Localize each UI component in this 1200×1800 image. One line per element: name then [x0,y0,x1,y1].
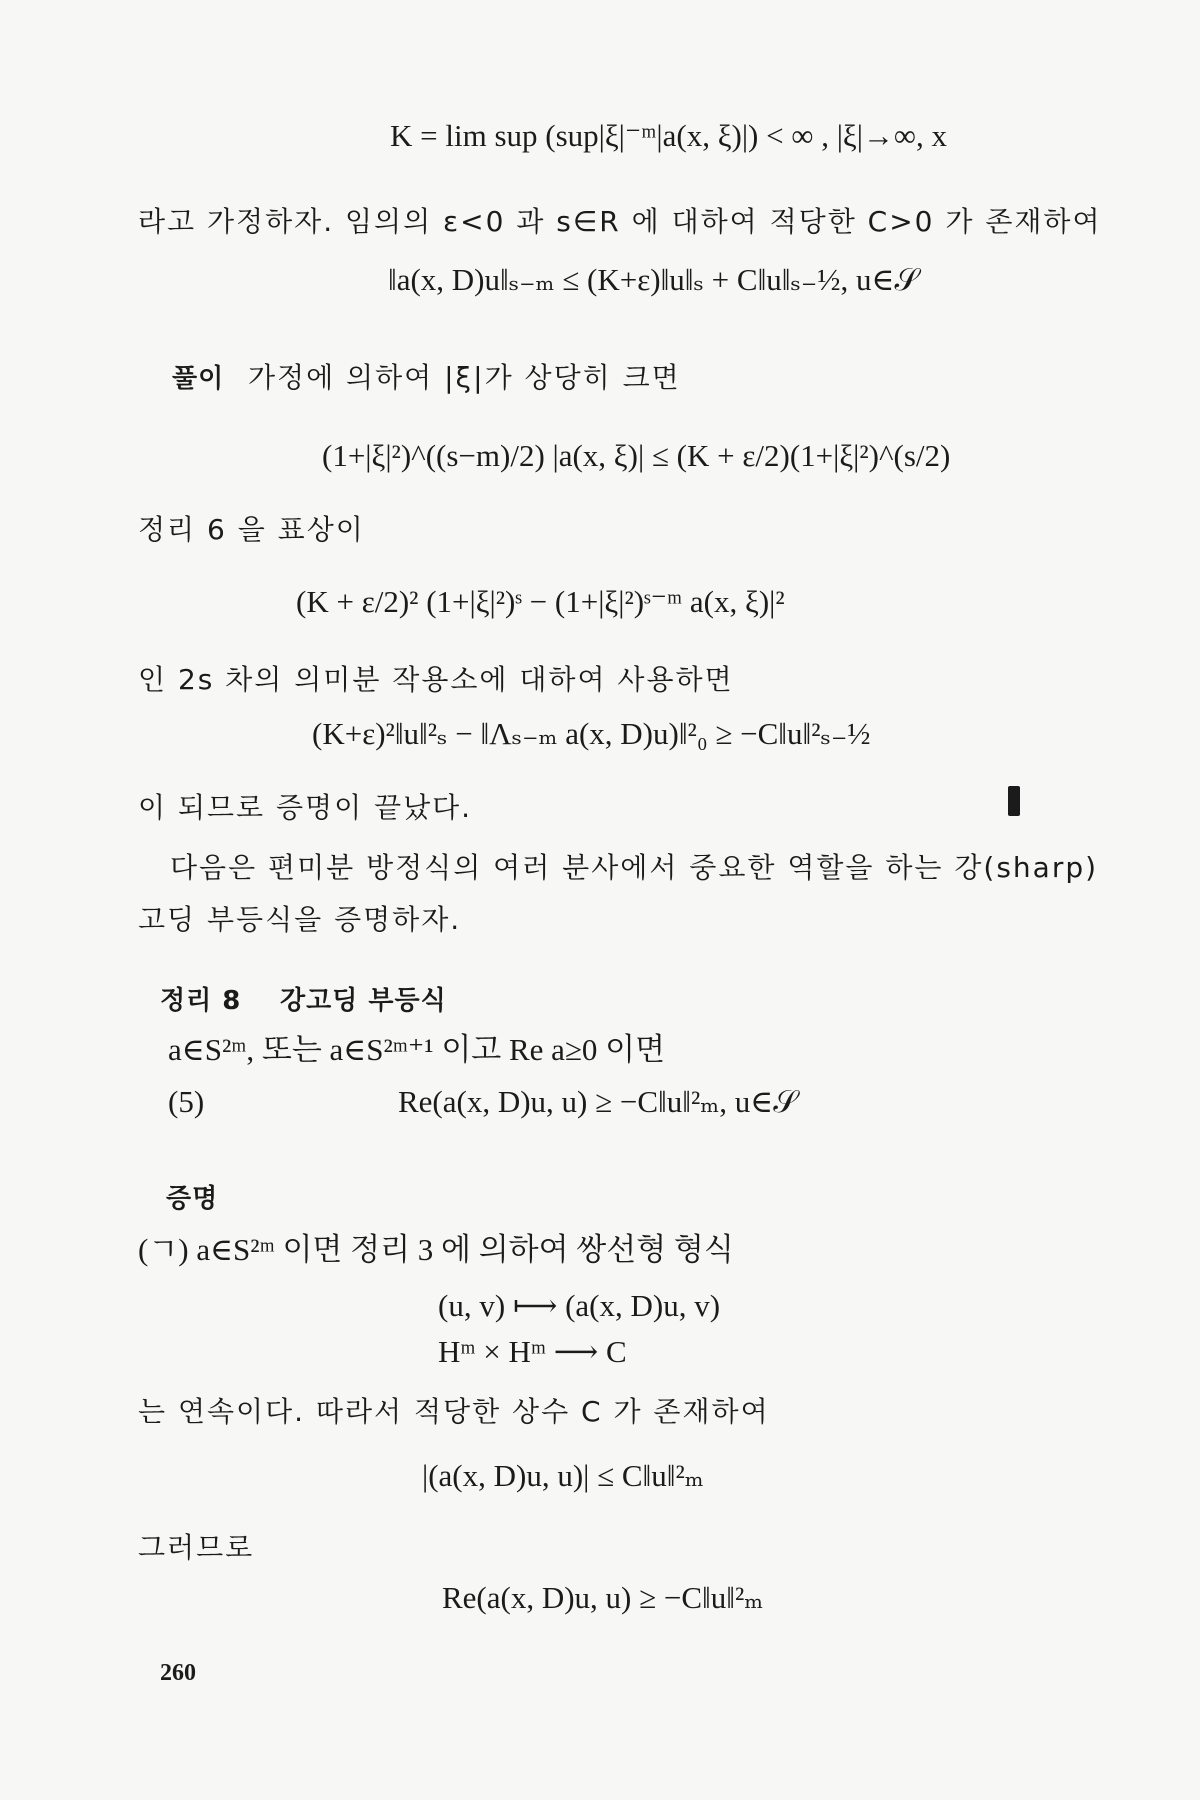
bilinear-map-line: (u, v) ⟼ (a(x, D)u, v) [438,1288,721,1323]
solution-label: 풀이 [172,364,225,394]
proof-label: 증명 [166,1184,219,1214]
solution-text: 가정에 의하여 |ξ|가 상당히 크면 [248,361,681,394]
intro-line-1: 다음은 편미분 방정식의 여러 분사에서 중요한 역할을 하는 강(sharp) [170,851,1099,884]
abs-bound-equation: |(a(x, D)u, u)| ≤ C‖u‖²ₘ [422,1458,704,1493]
equation-number-5: (5) [168,1084,205,1119]
theorem8-title: 강고딩 부등식 [280,986,447,1016]
theorem6-reference: 정리 6 을 표상이 [138,513,365,546]
therefore-line: 그러므로 [138,1531,255,1564]
case-1-line: (ㄱ) a∈S²ᵐ 이면 정리 3 에 의하여 쌍선형 형식 [138,1232,734,1267]
page-number: 260 [160,1660,196,1686]
garding-equation: (K+ε)²‖u‖²ₛ − ‖Λₛ₋ₘ a(x, D)u)‖²₀ ≥ −C‖u‖²ₛ₋½ [312,716,871,751]
theorem8-label: 정리 8 [160,986,242,1016]
limsup-equation: K = lim sup (sup|ξ|⁻ᵐ|a(x, ξ)|) < ∞ , |ξ|→∞, x [390,118,948,153]
continuity-line: 는 연속이다. 따라서 적당한 상수 C 가 존재하여 [138,1395,770,1428]
apply-line: 인 2s 차의 의미분 작용소에 대하여 사용하면 [138,663,734,696]
equation-5: Re(a(x, D)u, u) ≥ −C‖u‖²ₘ, u∈𝒮 [398,1084,798,1119]
theorem8-condition: a∈S²ᵐ, 또는 a∈S²ᵐ⁺¹ 이고 Re a≥0 이면 [168,1032,666,1067]
intro-line-2: 고딩 부등식을 증명하자. [138,903,462,936]
final-equation: Re(a(x, D)u, u) ≥ −C‖u‖²ₘ [442,1580,764,1615]
symbol-estimate-equation: (1+|ξ|²)^((s−m)/2) |a(x, ξ)| ≤ (K + ε/2)(1+|ξ|²)^(s/2) [322,438,951,473]
proof-end-line: 이 되므로 증명이 끝났다. [138,791,473,824]
bound-equation: ‖a(x, D)u‖ₛ₋ₘ ≤ (K+ε)‖u‖ₛ + C‖u‖ₛ₋½, u∈𝒮 [388,262,919,297]
assumption-line: 라고 가정하자. 임의의 ε<0 과 s∈R 에 대하여 적당한 C>0 가 존재하여 [138,205,1102,238]
bilinear-domain-line: Hᵐ × Hᵐ ⟶ C [438,1334,627,1369]
qed-mark [1008,786,1020,816]
symbol-difference-equation: (K + ε/2)² (1+|ξ|²)ˢ − (1+|ξ|²)ˢ⁻ᵐ a(x, ξ)|² [296,584,785,619]
